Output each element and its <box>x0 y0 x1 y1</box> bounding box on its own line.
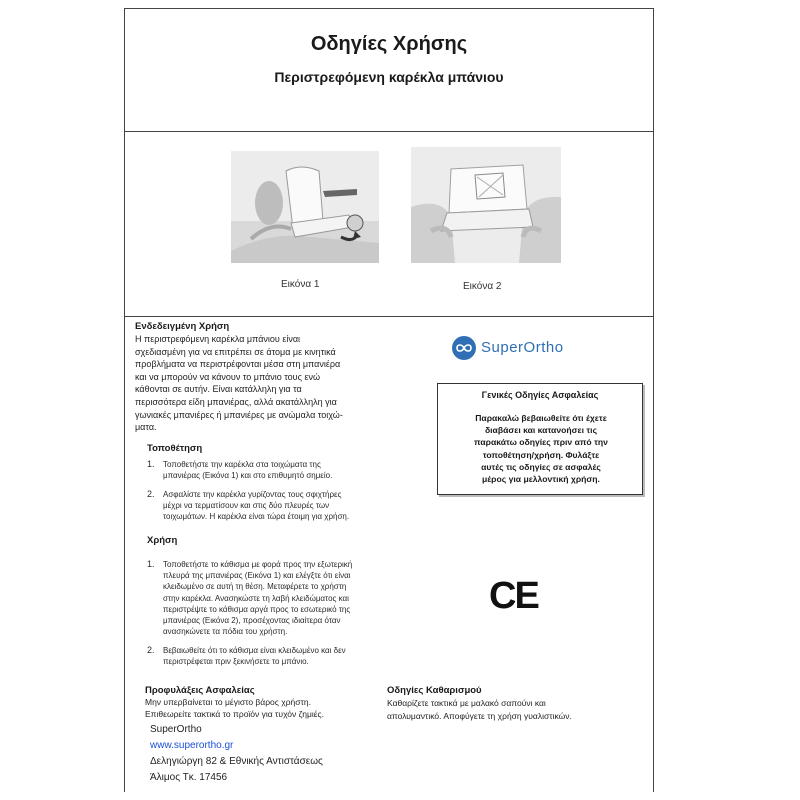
brand-name: SuperOrtho <box>481 339 564 356</box>
cleaning-line: απολυμαντικό. Αποφύγετε τη χρήση γυαλιστικών. <box>387 710 572 721</box>
ce-mark: CE <box>489 575 538 617</box>
step-line: Βεβαιωθείτε ότι το κάθισμα είναι κλειδωμένο και δεν <box>163 646 346 655</box>
cleaning-text <box>387 697 647 722</box>
safety-line: αυτές τις οδηγίες σε ασφαλές <box>481 461 601 472</box>
intended-use-line: ματα. <box>135 422 157 433</box>
safety-box <box>437 383 643 495</box>
intended-use-line: Η περιστρεφόμενη καρέκλα μπάνιου είναι <box>135 334 301 344</box>
chair-photo-2 <box>411 147 561 263</box>
infinity-swirl-icon <box>451 335 477 361</box>
safety-line: Παρακαλώ βεβαιωθείτε ότι έχετε <box>475 413 607 423</box>
safety-line: διαβάσει και κατανοήσει τις <box>484 425 598 436</box>
step-line: περιστρέψτε το κάθισμα αργά προς το εσωτερικό της <box>163 604 351 614</box>
precautions-line: Επιθεωρείτε τακτικά το προϊόν για τυχόν ζημιές. <box>145 708 324 719</box>
figure-1-caption: Εικόνα 1 <box>281 279 320 290</box>
intended-use-title: Ενδεδειγμένη Χρήση <box>135 321 230 332</box>
footer-company: SuperOrtho <box>150 724 202 735</box>
intended-use-line: και να μπορούν να κάνουν το μπάνιο τους ενώ <box>135 371 320 382</box>
usage-step-1 <box>147 559 397 639</box>
usage-title: Χρήση <box>147 535 178 546</box>
cleaning-line: Καθαρίζετε τακτικά με μαλακό σαπούνι και <box>387 698 546 708</box>
step-number: 1. <box>147 459 155 469</box>
brand-logo <box>451 335 611 361</box>
step-line: ανασηκώνετε τα πόδια του χρήστη. <box>163 627 288 637</box>
intended-use-line: σχεδιασμένη για να επιτρέπει σε άτομα με κινητικά <box>135 346 336 357</box>
safety-line: τοποθέτηση/χρήση. Φυλάξτε <box>482 449 600 460</box>
page-title: Οδηγίες Χρήσης <box>310 33 468 55</box>
placement-title: Τοποθέτηση <box>147 443 203 454</box>
images-section <box>125 131 653 317</box>
precautions-text <box>145 697 385 720</box>
figure-2-caption: Εικόνα 2 <box>463 281 502 292</box>
placement-step-2 <box>147 489 397 525</box>
safety-line: παρακάτω οδηγίες πριν από την <box>474 437 608 448</box>
precautions-title: Προφυλάξεις Ασφαλείας <box>145 685 255 696</box>
step-line: περιστρέφεται πριν ξεκινήσετε το μπάνιο. <box>163 657 309 667</box>
step-number: 2. <box>147 645 155 655</box>
instruction-sheet <box>124 8 654 792</box>
step-line: Τοποθετήστε την καρέκλα στα τοιχώματα της <box>163 460 321 469</box>
step-line: τοιχωμάτων. Η καρέκλα είναι τώρα έτοιμη για χρήση. <box>163 512 350 522</box>
footer-address-line-1: Δεληγιώργη 82 & Εθνικής Αντιστάσεως <box>150 756 323 767</box>
intended-use-line: προβλήματα να περιστρέφονται μέσα στη μπανιέρα <box>135 359 341 370</box>
footer-website-link[interactable]: www.superortho.gr <box>150 740 234 751</box>
usage-step-2 <box>147 645 397 669</box>
placement-step-1 <box>147 459 397 483</box>
cleaning-title: Οδηγίες Καθαρισμού <box>387 685 482 696</box>
chair-photo-1 <box>231 151 379 263</box>
header-section <box>125 9 653 132</box>
safety-title: Γενικές Οδηγίες Ασφαλείας <box>481 390 599 400</box>
safety-text <box>446 412 636 485</box>
safety-line: μέρος για μελλοντική χρήση. <box>482 474 600 485</box>
step-number: 1. <box>147 559 155 569</box>
intended-use-line: γωνιακές μπανιέρες ή μπανιέρες με ανώμαλα τοιχώ- <box>135 409 343 420</box>
intended-use-line: κάθονται σε αυτήν. Είναι κατάλληλη για τα <box>135 384 302 395</box>
intended-use-line: περισσότερα είδη μπανιέρας, αλλά ακατάλληλη για <box>135 396 337 407</box>
step-line: μπανιέρας (Εικόνα 2), προσέχοντας ιδιαίτερα όταν <box>163 616 341 626</box>
step-line: πλευρά της μπανιέρας (Εικόνα 1) και ελέγξτε ότι είναι <box>163 571 351 581</box>
step-line: Ασφαλίστε την καρέκλα γυρίζοντας τους σφιχτήρες <box>163 490 342 499</box>
step-line: μέχρι να τερματίσουν και στις δύο πλευρές των <box>163 501 330 511</box>
step-number: 2. <box>147 489 155 499</box>
step-line: μπανιέρας (Εικόνα 1) και στο επιθυμητό σημείο. <box>163 471 333 481</box>
step-line: Τοποθετήστε το κάθισμα με φορά προς την εξωτερική <box>163 560 353 569</box>
step-line: κλειδωμένο σε αυτή τη θέση. Μεταφέρετε το χρήστη <box>163 582 347 592</box>
page-subtitle: Περιστρεφόμενη καρέκλα μπάνιου <box>274 69 504 85</box>
precautions-line: Μην υπερβαίνεται το μέγιστο βάρος χρήστη. <box>145 697 311 707</box>
step-line: στην καρέκλα. Ανασηκώστε τη λαβή κλειδώματος και <box>163 593 349 603</box>
footer-address-line-2: Άλιμος Τκ. 17456 <box>150 772 228 783</box>
intended-use-text <box>135 333 405 434</box>
